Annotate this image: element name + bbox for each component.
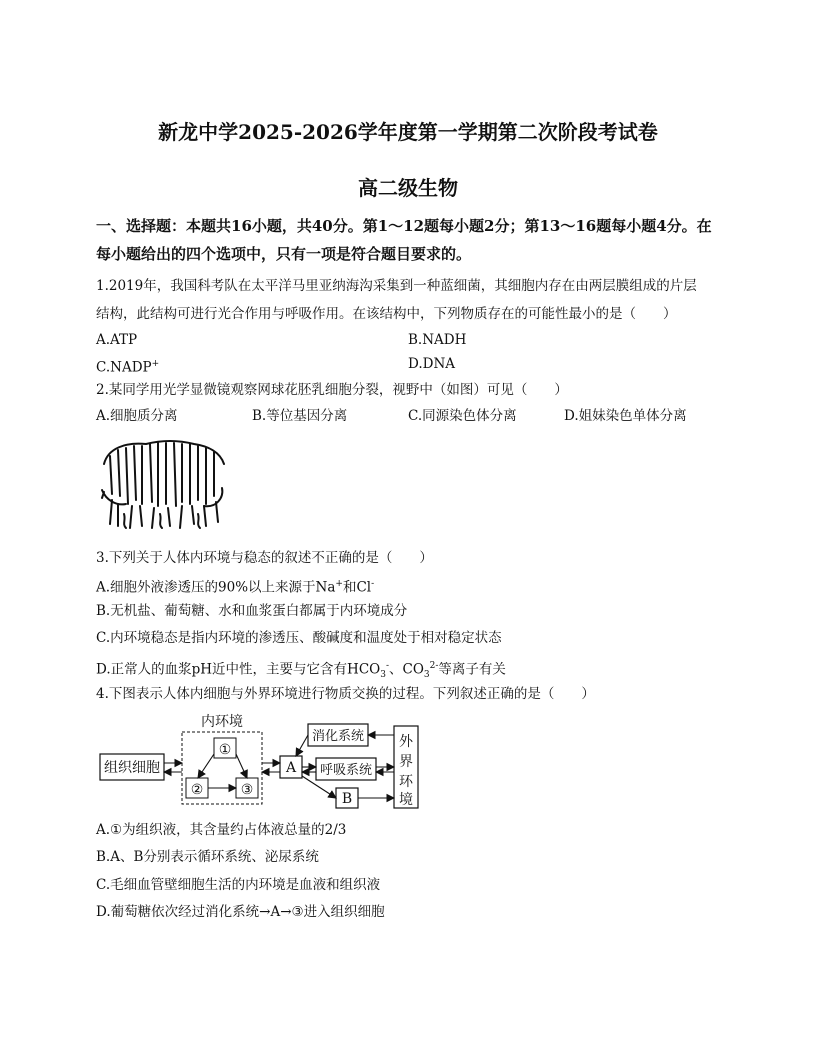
node-2: ② xyxy=(190,782,204,798)
digestive-label: 消化系统 xyxy=(311,729,365,744)
q3-option-d: D.正常人的血浆pH近中性，主要与它含有$HCO_3^-$、$CO_3^{2-}$等离子有关 xyxy=(96,661,506,681)
q3-option-b: B.无机盐、葡萄糖、水和血浆蛋白都属于内环境成分 xyxy=(96,603,408,619)
q4-option-c: C.毛细血管壁细胞生活的内环境是血液和组织液 xyxy=(96,877,381,893)
q1-option-c: C.NADP+ xyxy=(96,359,160,376)
q1-option-a: A.ATP xyxy=(96,332,138,348)
external-env-char-2: 界 xyxy=(399,754,413,770)
q2-option-c: C.同源染色体分离 xyxy=(408,408,517,424)
q1-stem-2: 结构，此结构可进行光合作用与呼吸作用。在该结构中，下列物质存在的可能性最小的是（ ） xyxy=(96,306,677,322)
node-3: ③ xyxy=(240,782,254,798)
q2-option-a: A.细胞质分离 xyxy=(96,408,178,424)
node-1: ① xyxy=(218,742,232,758)
node-a: A xyxy=(285,760,297,776)
section-instruction-1: 一、选择题：本题共16小题，共40分。第1～12题每小题2分；第13～16题每小题4分。在 xyxy=(96,217,712,235)
q1-option-d: D.DNA xyxy=(408,356,456,372)
exam-subtitle: 高二级生物 xyxy=(358,176,458,200)
q3-option-a: A.细胞外液渗透压的90%以上来源于Na+和Cl- xyxy=(96,579,375,596)
external-env-char-1: 外 xyxy=(399,734,413,750)
q1-stem-1: 1.2019年，我国科考队在太平洋马里亚纳海沟采集到一种蓝细菌，其细胞内存在由两层膜组成的片层 xyxy=(96,278,697,294)
node-b: B xyxy=(341,791,353,807)
exchange-diagram xyxy=(96,710,426,814)
section-instruction-2: 每小题给出的四个选项中，只有一项是符合题目要求的。 xyxy=(96,245,472,263)
q3-stem: 3.下列关于人体内环境与稳态的叙述不正确的是（ ） xyxy=(96,550,433,566)
external-env-char-3: 环 xyxy=(399,774,413,790)
tissue-cell-label: 组织细胞 xyxy=(104,760,160,776)
q4-option-a: A.①为组织液，其含量约占体液总量的2/3 xyxy=(96,822,347,838)
q2-option-d: D.姐妹染色单体分离 xyxy=(564,408,687,424)
external-env-char-4: 境 xyxy=(399,792,413,808)
cell-division-figure xyxy=(96,434,232,534)
q4-stem: 4.下图表示人体内细胞与外界环境进行物质交换的过程。下列叙述正确的是（ ） xyxy=(96,686,595,702)
q3-option-c: C.内环境稳态是指内环境的渗透压、酸碱度和温度处于相对稳定状态 xyxy=(96,630,502,646)
exam-title: 新龙中学2025-2026学年度第一学期第二次阶段考试卷 xyxy=(158,120,658,144)
q4-option-d: D.葡萄糖依次经过消化系统→A→③进入组织细胞 xyxy=(96,904,385,920)
q2-stem: 2.某同学用光学显微镜观察网球花胚乳细胞分裂，视野中（如图）可见（ ） xyxy=(96,382,568,398)
q1-option-b: B.NADH xyxy=(408,332,467,348)
q4-option-b: B.A、B分别表示循环系统、泌尿系统 xyxy=(96,849,319,865)
respiratory-label: 呼吸系统 xyxy=(319,763,373,778)
q2-option-b: B.等位基因分离 xyxy=(252,408,348,424)
internal-env-label: 内环境 xyxy=(201,714,243,730)
